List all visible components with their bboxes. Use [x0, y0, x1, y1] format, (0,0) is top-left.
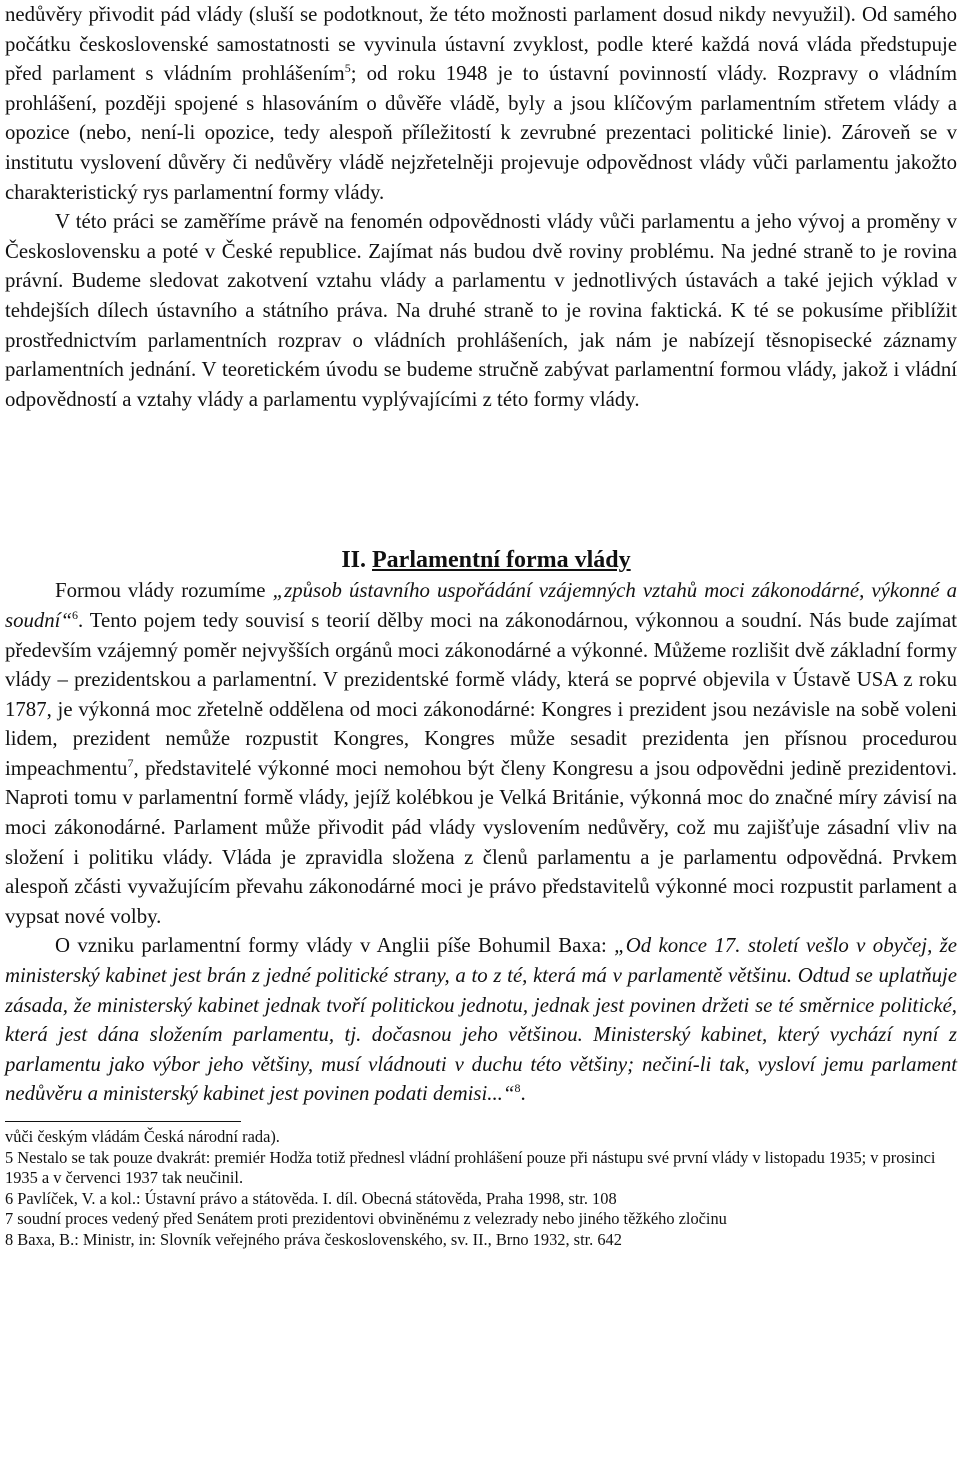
footnote-8: 8 Baxa, B.: Ministr, in: Slovník veřejného práva československého, sv. II., Brno 1932, str. 642 — [5, 1229, 622, 1249]
footnote-6: 6 Pavlíček, V. a kol.: Ústavní právo a státověda. I. díl. Obecná státověda, Praha 1998, str. 108 — [5, 1188, 617, 1208]
paragraph-4-text-b: . — [520, 1082, 526, 1106]
section-heading — [5, 546, 957, 576]
paragraph-3-text-a: Formou vlády rozumíme — [55, 579, 273, 603]
footnote-ref-6[interactable]: 6 — [72, 607, 79, 622]
paragraph-3 — [5, 576, 957, 931]
paragraph-4-quote: „Od konce 17. století vešlo v obyčej, že ministerský kabinet jest brán z jedné politické strany, a to z té, která má v parlamentě většinu. Odtud se uplatňuje zásada, že ministerský kabinet jednak tvoří politickou jednotu, jednak jest povinen držeti se té směrnice politické, která jest dána složením parlamentu, tj. dočasnou jeho většinou. Ministerský kabinet, který vychází nyní z parlamentu jako výbor jeho většiny, musí vládnouti v duchu této většiny; nečiní-li tak, vysloví jemu parlament nedůvěru a ministerský kabinet jest povinen podati demisi...“ — [5, 934, 957, 1106]
footnotes — [5, 1127, 957, 1251]
paragraph-1 — [5, 0, 957, 207]
footnote-separator — [5, 1121, 241, 1122]
paragraph-4 — [5, 931, 957, 1109]
document-page — [5, 0, 957, 1251]
footnote-ref-8[interactable]: 8 — [514, 1081, 521, 1096]
footnote-ref-7[interactable]: 7 — [127, 755, 134, 770]
section-title: Parlamentní forma vlády — [372, 547, 631, 574]
footnote-5: 5 Nestalo se tak pouze dvakrát: premiér Hodža totiž přednesl vládní prohlášení pouze při nástupu své první vlády v listopadu 1935; v prosinci 1935 a v červenci 1937 tak neučinil. — [5, 1147, 936, 1188]
footnote-continuation: vůči českým vládám Česká národní rada). — [5, 1127, 280, 1146]
footnote-ref-5[interactable]: 5 — [344, 61, 351, 76]
blank-space — [5, 414, 957, 546]
paragraph-2: V této práci se zaměříme právě na fenomén odpovědnosti vlády vůči parlamentu a jeho vývoj a proměny v Československu a poté v České republice. Zajímat nás budou dvě roviny problému. Na jedné straně to je rovina právní. Budeme sledovat zakotvení vztahu vlády a parlamentu v jednotlivých ústavách a také jejich výklad v tehdejších dílech ústavního a státního práva. Na druhé straně to je rovina faktická. K té se pokusíme přiblížit prostřednictvím parlamentních rozprav o vládních prohlášeních, jak nám je nabízejí těsnopisecké záznamy parlamentních jednání. V teoretickém úvodu se budeme stručně zabývat parlamentní formou vlády, jakož i vládní odpovědností a vztahy vlády a parlamentu vyplývajícími z této formy vlády. — [5, 210, 957, 411]
paragraph-3-text-c: , představitelé výkonné moci nemohou být členy Kongresu a jsou odpovědni jedině prezidentovi. Naproti tomu v parlamentní formě vlády, jejíž kolébkou je Velká Británie, výkonná moc do značné míry závisí na moci zákonodárné. Parlament může přivodit pád vlády vyslovením nedůvěry, což mu zajišťuje zásadní vliv na složení i politiku vlády. Vláda je zpravidla složena z členů parlamentu a je parlamentu odpovědná. Prvkem alespoň zčásti vyvažujícím převahu zákonodárné moci je právo představitelů výkonné moci rozpustit parlament a vypsat nové volby. — [5, 756, 957, 928]
paragraph-4-text-a: O vzniku parlamentní formy vlády v Anglii píše Bohumil Baxa: — [55, 934, 615, 958]
paragraph-3-quote: „způsob ústavního uspořádání vzájemných vztahů moci zákonodárné, výkonné a soudní“ — [5, 579, 957, 632]
section-number: II. — [341, 547, 367, 574]
footnote-7: 7 soudní proces vedený před Senátem proti prezidentovi obviněnému z velezrady nebo jiného těžkého zločinu — [5, 1209, 727, 1229]
paragraph-3-text-b: . Tento pojem tedy souvisí s teorií dělby moci na zákonodárnou, výkonnou a soudní. Nás bude zajímat především vzájemný poměr nejvyšších orgánů moci zákonodárné a výkonné. Můžeme rozlišit dvě základní formy vlády – prezidentskou a parlamentní. V prezidentské formě vlády, která se poprvé objevila v Ústavě USA z roku 1787, je výkonná moc zřetelně oddělena od moci zákonodárné: Kongres i prezident jsou nezávisle na sobě voleni lidem, prezident nemůže rozpustit Kongres, Kongres může sesadit prezidenta jen přísnou procedurou impeachmentu — [5, 608, 957, 780]
paragraph-1-text-a: nedůvěry přivodit pád vlády (sluší se podotknout, že této možnosti parlament dosud nikdy nevyužil). Od samého počátku československé samostatnosti se vyvinula ústavní zvyklost, podle které každá nová vláda předstupuje před parlament s vládním prohlášením — [5, 3, 957, 86]
paragraph-1-text-b: ; od roku 1948 je to ústavní povinností vlády. Rozpravy o vládním prohlášení, později spojené s hlasováním o důvěře vládě, byly a jsou klíčovým parlamentním střetem vlády a opozice (nebo, není-li opozice, tedy alespoň příležitostí k zevrubné prezentaci politické linie). Zároveň se v institutu vyslovení důvěry či nedůvěry vládě nejzřetelněji projevuje odpovědnost vlády vůči parlamentu jakožto charakteristický rys parlamentní formy vlády. — [5, 62, 957, 204]
